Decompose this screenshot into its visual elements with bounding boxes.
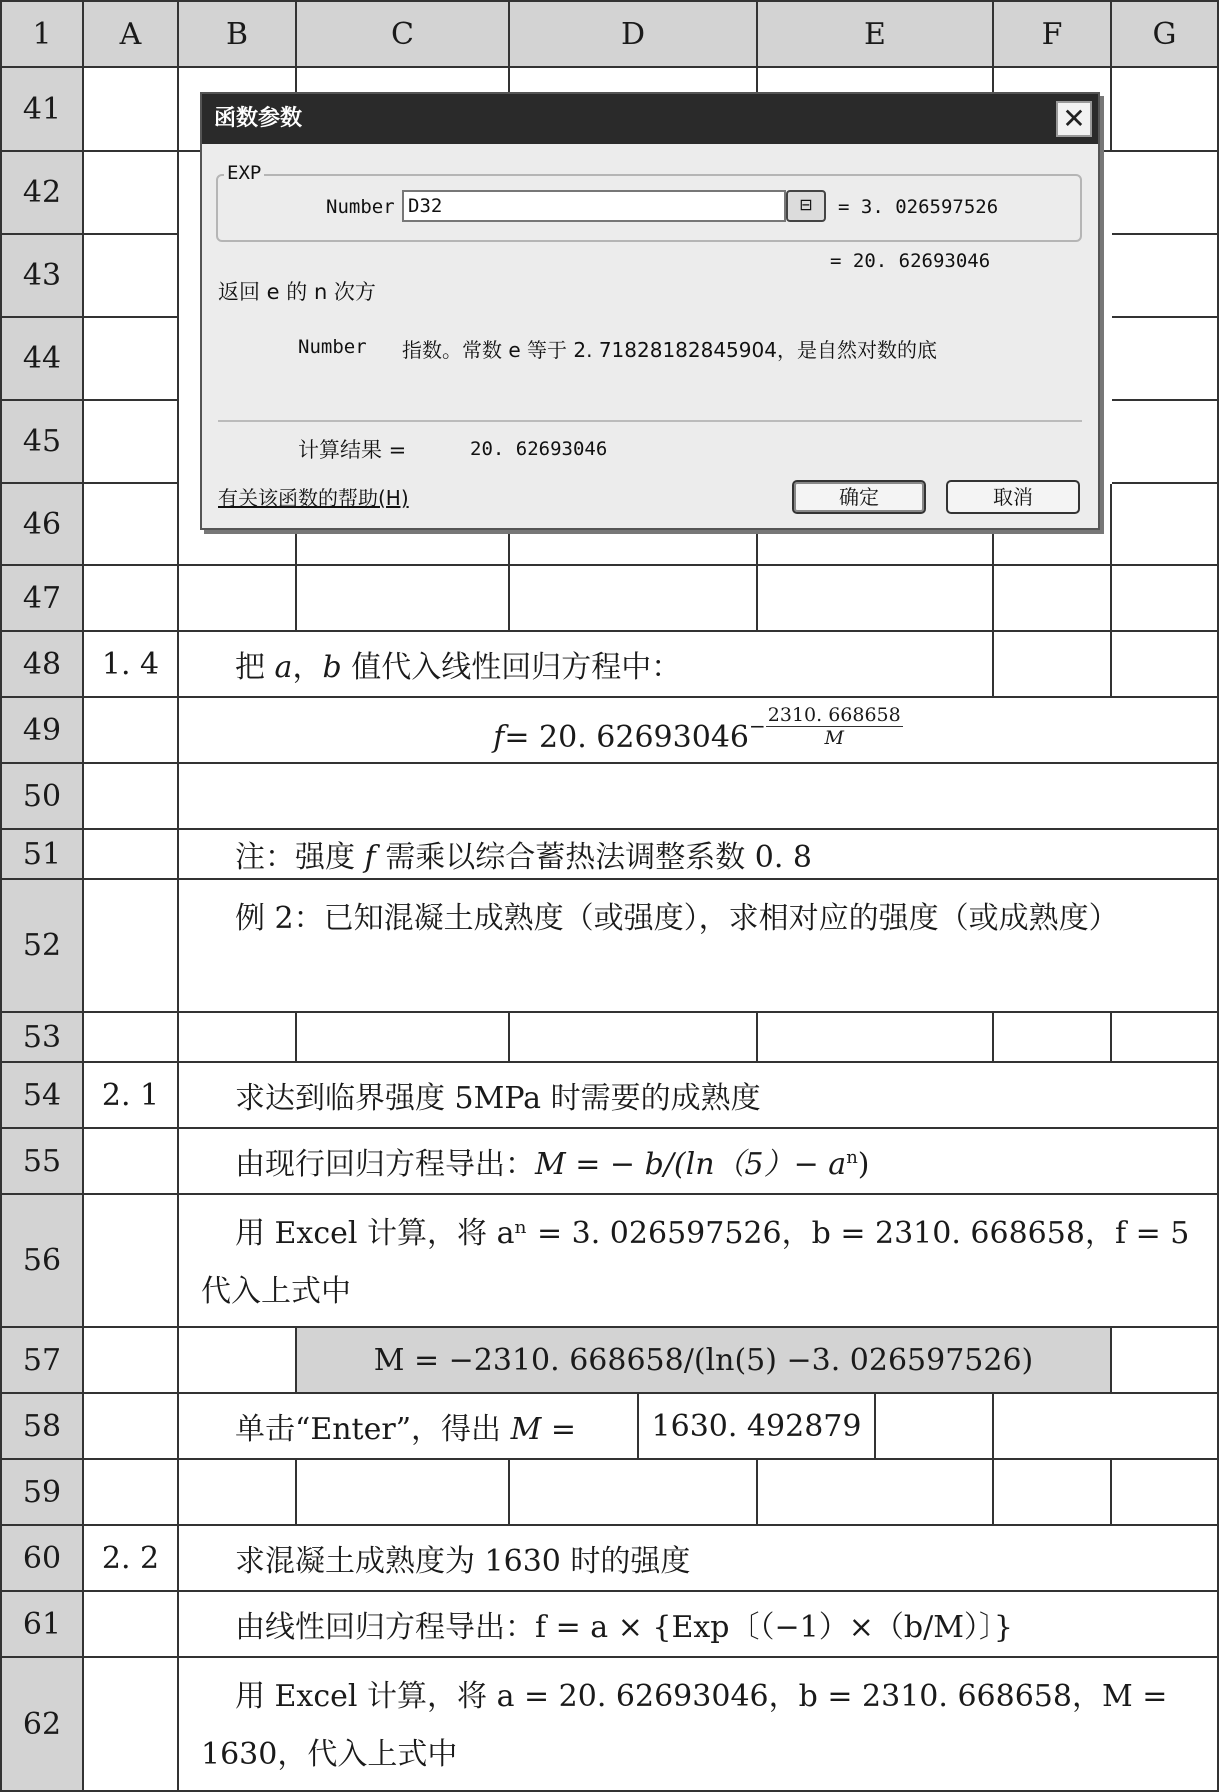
- cell-b52[interactable]: 例 2：已知混凝土成熟度（或强度），求相对应的强度（或成熟度）: [179, 880, 1219, 1013]
- cancel-button[interactable]: 取消: [946, 480, 1080, 514]
- formula-base: = 20. 62693046: [504, 719, 749, 755]
- cell-b48[interactable]: [179, 632, 994, 698]
- help-link[interactable]: 有关该函数的帮助(H): [218, 486, 409, 510]
- cell-a48[interactable]: 1. 4: [84, 632, 179, 698]
- row-header-55[interactable]: 55: [0, 1129, 84, 1195]
- cell-a51[interactable]: [84, 830, 179, 880]
- cell-b55[interactable]: [179, 1129, 1219, 1195]
- cell-d47[interactable]: [510, 566, 758, 632]
- column-header-b[interactable]: B: [179, 0, 297, 68]
- var-f: f: [364, 840, 376, 875]
- cell-text: 把: [235, 650, 275, 685]
- row-header-50[interactable]: 50: [0, 764, 84, 830]
- row-header-45[interactable]: 45: [0, 401, 84, 484]
- cell-a41[interactable]: [84, 68, 179, 152]
- row-header-46[interactable]: 46: [0, 484, 84, 566]
- cell-a56[interactable]: [84, 1195, 179, 1328]
- cell-g53[interactable]: [1112, 1013, 1219, 1063]
- cell-g44[interactable]: [1112, 318, 1219, 401]
- cell-c53[interactable]: [297, 1013, 510, 1063]
- cell-a46[interactable]: [84, 484, 179, 566]
- var-m: M: [510, 1412, 542, 1447]
- cell-c47[interactable]: [297, 566, 510, 632]
- cell-text: 单击“Enter”，得出: [235, 1412, 511, 1447]
- cell-text: 求达到临界强度 5MPa 时需要的成熟度: [235, 1081, 761, 1116]
- cell-a50[interactable]: [84, 764, 179, 830]
- cell-b59[interactable]: [179, 1460, 297, 1526]
- cell-text: ，: [292, 650, 323, 685]
- cell-a55[interactable]: [84, 1129, 179, 1195]
- fraction-numerator: 2310. 668658: [767, 703, 901, 726]
- cell-g45[interactable]: [1112, 401, 1219, 484]
- row-header-41[interactable]: 41: [0, 68, 84, 152]
- column-header-e[interactable]: E: [758, 0, 994, 68]
- cell-a58[interactable]: [84, 1394, 179, 1460]
- row-header-42[interactable]: 42: [0, 152, 84, 235]
- column-header-a[interactable]: A: [84, 0, 179, 68]
- parameter-description: 指数。常数 e 等于 2. 71828182845904，是自然对数的底: [402, 338, 937, 362]
- row-header-44[interactable]: 44: [0, 318, 84, 401]
- cell-text: 需乘以综合蓄热法调整系数 0. 8: [375, 840, 812, 875]
- column-header-c[interactable]: C: [297, 0, 510, 68]
- calc-result-value: 20. 62693046: [470, 438, 608, 460]
- function-name-label: EXP: [224, 162, 264, 184]
- row-header-53[interactable]: 53: [0, 1013, 84, 1063]
- cell-g47[interactable]: [1112, 566, 1219, 632]
- cell-f59[interactable]: [994, 1460, 1112, 1526]
- number-label: Number: [326, 196, 395, 218]
- cell-b62[interactable]: 用 Excel 计算，将 a = 20. 62693046，b = 2310. 668658，M = 1630，代入上式中: [179, 1658, 1219, 1792]
- row-header-47[interactable]: 47: [0, 566, 84, 632]
- cell-a45[interactable]: [84, 401, 179, 484]
- cell-b54[interactable]: [179, 1063, 1219, 1129]
- cell-text: =: [541, 1412, 576, 1447]
- function-description: 返回 e 的 n 次方: [218, 280, 376, 304]
- cell-d53[interactable]: [510, 1013, 758, 1063]
- cell-a53[interactable]: [84, 1013, 179, 1063]
- cell-f47[interactable]: [994, 566, 1112, 632]
- cell-e47[interactable]: [758, 566, 994, 632]
- row-header-54[interactable]: 54: [0, 1063, 84, 1129]
- row-header-60[interactable]: 60: [0, 1526, 84, 1592]
- cell-text: 求混凝土成熟度为 1630 时的强度: [235, 1544, 691, 1579]
- function-result: = 20. 62693046: [830, 250, 991, 272]
- cell-g43[interactable]: [1112, 235, 1219, 318]
- cell-b61[interactable]: [179, 1592, 1219, 1658]
- number-input[interactable]: D32: [402, 190, 786, 222]
- var-f: f: [493, 719, 505, 755]
- cell-a61[interactable]: [84, 1592, 179, 1658]
- cell-result-m[interactable]: 1630. 492879: [639, 1394, 876, 1460]
- row-header-61[interactable]: 61: [0, 1592, 84, 1658]
- cell-f58[interactable]: [994, 1394, 1219, 1460]
- cell-g48[interactable]: [1112, 632, 1219, 698]
- cell-a52[interactable]: [84, 880, 179, 1013]
- cell-g59[interactable]: [1112, 1460, 1219, 1526]
- cell-a62[interactable]: [84, 1658, 179, 1792]
- cell-f48[interactable]: [994, 632, 1112, 698]
- corner-header[interactable]: 1: [0, 0, 84, 68]
- function-arguments-dialog[interactable]: [200, 92, 1100, 530]
- row-header-56[interactable]: 56: [0, 1195, 84, 1328]
- cell-b53[interactable]: [179, 1013, 297, 1063]
- column-header-d[interactable]: D: [510, 0, 758, 68]
- dialog-title[interactable]: 函数参数: [202, 94, 1098, 144]
- exponent-sign: −: [749, 713, 766, 738]
- cell-a44[interactable]: [84, 318, 179, 401]
- row-header-62[interactable]: 62: [0, 1658, 84, 1792]
- cell-text: 由线性回归方程导出：f = a × {Exp〔（−1）×（b/M）〕}: [235, 1610, 1013, 1645]
- row-header-52[interactable]: 52: [0, 880, 84, 1013]
- cell-d59[interactable]: [510, 1460, 758, 1526]
- cell-a57[interactable]: [84, 1328, 179, 1394]
- cell-a54[interactable]: 2. 1: [84, 1063, 179, 1129]
- cell-g57[interactable]: [1112, 1328, 1219, 1394]
- superscript-n: n: [846, 1147, 858, 1168]
- cell-a43[interactable]: [84, 235, 179, 318]
- calc-result-label: 计算结果 =: [298, 438, 407, 462]
- close-icon[interactable]: ✕: [1056, 101, 1092, 137]
- column-header-f[interactable]: F: [994, 0, 1112, 68]
- formula-text: M = − b/(ln（5）− a: [535, 1147, 847, 1182]
- column-header-g[interactable]: G: [1112, 0, 1219, 68]
- cell-b49-formula[interactable]: [179, 698, 1219, 764]
- cell-b58[interactable]: [179, 1394, 639, 1460]
- cell-f53[interactable]: [994, 1013, 1112, 1063]
- cell-b60[interactable]: [179, 1526, 1219, 1592]
- exponent-fraction: [766, 704, 903, 749]
- cell-text: 由现行回归方程导出：: [235, 1147, 535, 1182]
- cell-a60[interactable]: 2. 2: [84, 1526, 179, 1592]
- parameter-name: Number: [298, 336, 367, 358]
- cell-e53[interactable]: [758, 1013, 994, 1063]
- cell-e58[interactable]: [876, 1394, 994, 1460]
- cell-a47[interactable]: [84, 566, 179, 632]
- row-header-43[interactable]: 43: [0, 235, 84, 318]
- row-header-51[interactable]: 51: [0, 830, 84, 880]
- row-header-58[interactable]: 58: [0, 1394, 84, 1460]
- cell-b57[interactable]: [179, 1328, 297, 1394]
- cell-e59[interactable]: [758, 1460, 994, 1526]
- cell-g41[interactable]: [1112, 68, 1219, 152]
- cell-text: 注：强度: [235, 840, 365, 875]
- row-header-48[interactable]: 48: [0, 632, 84, 698]
- cell-c57-selected-formula[interactable]: M = −2310. 668658/(ln(5) −3. 026597526): [297, 1328, 1112, 1394]
- cell-g42[interactable]: [1112, 152, 1219, 235]
- cell-a59[interactable]: [84, 1460, 179, 1526]
- cell-a49[interactable]: [84, 698, 179, 764]
- var-b: b: [322, 650, 342, 685]
- fraction-denominator: M: [824, 726, 844, 749]
- ok-button[interactable]: 确定: [792, 480, 926, 514]
- cell-text: ): [857, 1147, 870, 1182]
- var-a: a: [274, 650, 293, 685]
- cell-b56[interactable]: 用 Excel 计算，将 aⁿ = 3. 026597526，b = 2310. 668658，f = 5 代入上式中: [179, 1195, 1219, 1328]
- row-header-59[interactable]: 59: [0, 1460, 84, 1526]
- row-header-57[interactable]: 57: [0, 1328, 84, 1394]
- cell-text: 值代入线性回归方程中：: [341, 650, 682, 685]
- formula-49: [493, 703, 902, 755]
- cell-a42[interactable]: [84, 152, 179, 235]
- number-result: = 3. 026597526: [838, 196, 999, 218]
- row-header-49[interactable]: 49: [0, 698, 84, 764]
- cell-b47[interactable]: [179, 566, 297, 632]
- collapse-dialog-button[interactable]: ⊟: [786, 190, 826, 222]
- cell-g46[interactable]: [1112, 484, 1219, 566]
- divider: [218, 420, 1082, 422]
- cell-b51[interactable]: [179, 830, 1219, 880]
- cell-b50[interactable]: [179, 764, 1219, 830]
- cell-c59[interactable]: [297, 1460, 510, 1526]
